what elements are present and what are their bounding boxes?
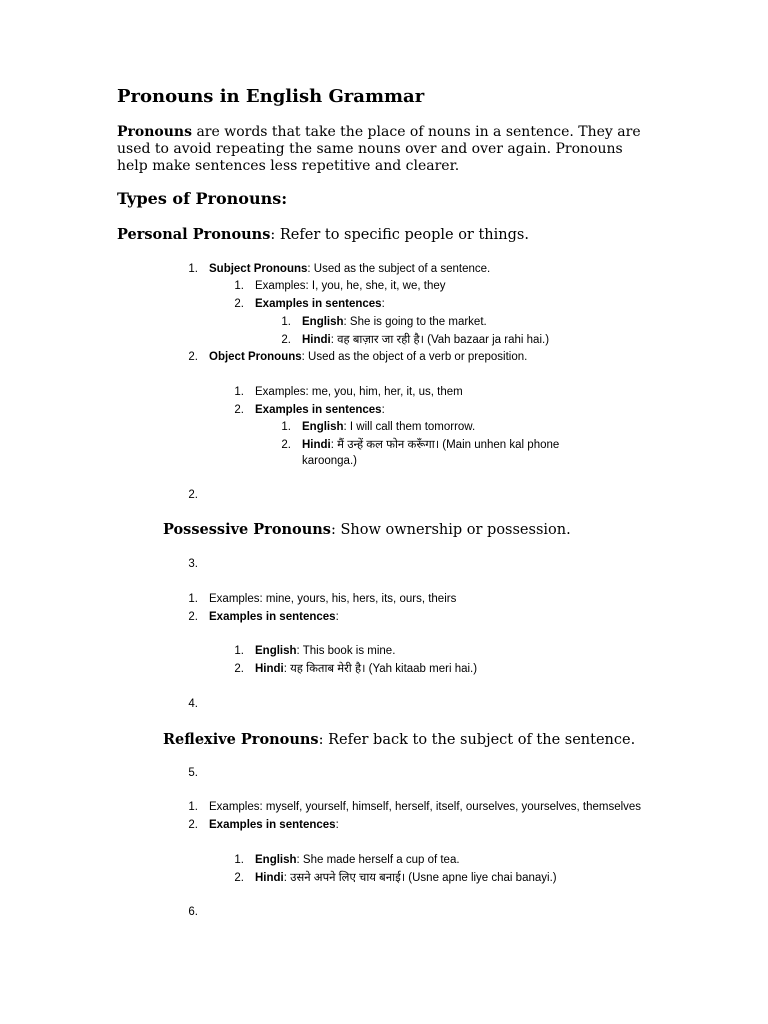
subject-pronouns-text: : Used as the subject of a sentence. [307, 263, 491, 275]
intro-bold-term: Pronouns [117, 124, 192, 140]
list-number: 2. [281, 334, 291, 346]
hindi-sentence: : उसने अपने लिए चाय बनाई। (Usne apne liye chai banayi.) [283, 872, 557, 884]
list-number: 2. [281, 439, 291, 451]
examples-in-sentences-label: Examples in sentences [209, 611, 336, 623]
personal-pronouns-heading [117, 226, 529, 243]
reflexive-pronouns-label: Reflexive Pronouns [163, 731, 319, 748]
hindi-label: Hindi [302, 334, 331, 346]
list-number: 2. [188, 611, 198, 623]
list-number: 3. [188, 558, 198, 570]
colon: : [381, 298, 385, 310]
hindi-label: Hindi [255, 663, 284, 675]
reflexive-pronouns-heading [163, 731, 635, 748]
list-number: 6. [188, 906, 198, 918]
list-number: 1. [188, 593, 198, 605]
list-number: 2. [188, 489, 198, 501]
list-number: 1. [281, 316, 291, 328]
types-heading: Types of Pronouns: [117, 189, 288, 208]
possessive-pronouns-label: Possessive Pronouns [163, 521, 331, 538]
colon: : [381, 404, 385, 416]
examples-in-sentences-label: Examples in sentences [255, 298, 382, 310]
possessive-examples-text: Examples: mine, yours, his, hers, its, ours, theirs [209, 593, 457, 605]
reflexive-examples-text: Examples: myself, yourself, himself, herself, itself, ourselves, yourselves, themselves [209, 801, 642, 813]
possessive-pronouns-heading [163, 521, 571, 538]
english-label: English [302, 421, 344, 433]
colon: : [335, 819, 339, 831]
document-title: Pronouns in English Grammar [117, 86, 425, 107]
hindi-sentence: : वह बाज़ार जा रही है। (Vah bazaar ja rahi hai.) [330, 334, 550, 346]
personal-pronouns-description: : Refer to specific people or things. [270, 227, 529, 243]
english-sentence: : This book is mine. [296, 645, 396, 657]
object-pronouns-label: Object Pronouns [209, 351, 302, 363]
subject-examples-text: Examples: I, you, he, she, it, we, they [255, 280, 446, 292]
examples-in-sentences-label: Examples in sentences [255, 404, 382, 416]
list-number: 4. [188, 698, 198, 710]
intro-paragraph [117, 124, 657, 175]
english-label: English [302, 316, 344, 328]
object-pronouns-text: : Used as the object of a verb or preposition. [301, 351, 528, 363]
colon: : [335, 611, 339, 623]
hindi-label: Hindi [302, 439, 331, 451]
english-sentence: : She is going to the market. [343, 316, 487, 328]
subject-pronouns-label: Subject Pronouns [209, 263, 308, 275]
list-number: 1. [188, 263, 198, 275]
object-examples-text: Examples: me, you, him, her, it, us, them [255, 386, 463, 398]
list-number: 2. [234, 872, 244, 884]
list-number: 1. [234, 645, 244, 657]
english-label: English [255, 854, 297, 866]
list-number: 1. [234, 854, 244, 866]
list-number: 1. [234, 280, 244, 292]
reflexive-pronouns-description: : Refer back to the subject of the sentence. [318, 732, 636, 748]
list-number: 2. [234, 404, 244, 416]
examples-in-sentences-label: Examples in sentences [209, 819, 336, 831]
english-sentence: : She made herself a cup of tea. [296, 854, 460, 866]
list-number: 2. [234, 298, 244, 310]
hindi-sentence: : मैं उन्हें कल फोन करूँगा। (Main unhen kal phone [330, 439, 560, 451]
english-label: English [255, 645, 297, 657]
hindi-sentence-continuation: karoonga.) [302, 455, 357, 467]
hindi-label: Hindi [255, 872, 284, 884]
list-number: 5. [188, 767, 198, 779]
intro-text: are words that take the place of nouns in a sentence. They are used to avoid repeating the same nouns over and over again. Pronouns help make sentences less repetitive and clearer. [117, 124, 641, 174]
english-sentence: : I will call them tomorrow. [343, 421, 476, 433]
list-number: 1. [188, 801, 198, 813]
list-number: 1. [281, 421, 291, 433]
hindi-sentence: : यह किताब मेरी है। (Yah kitaab meri hai.) [283, 663, 478, 675]
list-number: 1. [234, 386, 244, 398]
personal-pronouns-label: Personal Pronouns [117, 226, 271, 243]
possessive-pronouns-description: : Show ownership or possession. [330, 522, 571, 538]
list-number: 2. [188, 819, 198, 831]
list-number: 2. [188, 351, 198, 363]
list-number: 2. [234, 663, 244, 675]
